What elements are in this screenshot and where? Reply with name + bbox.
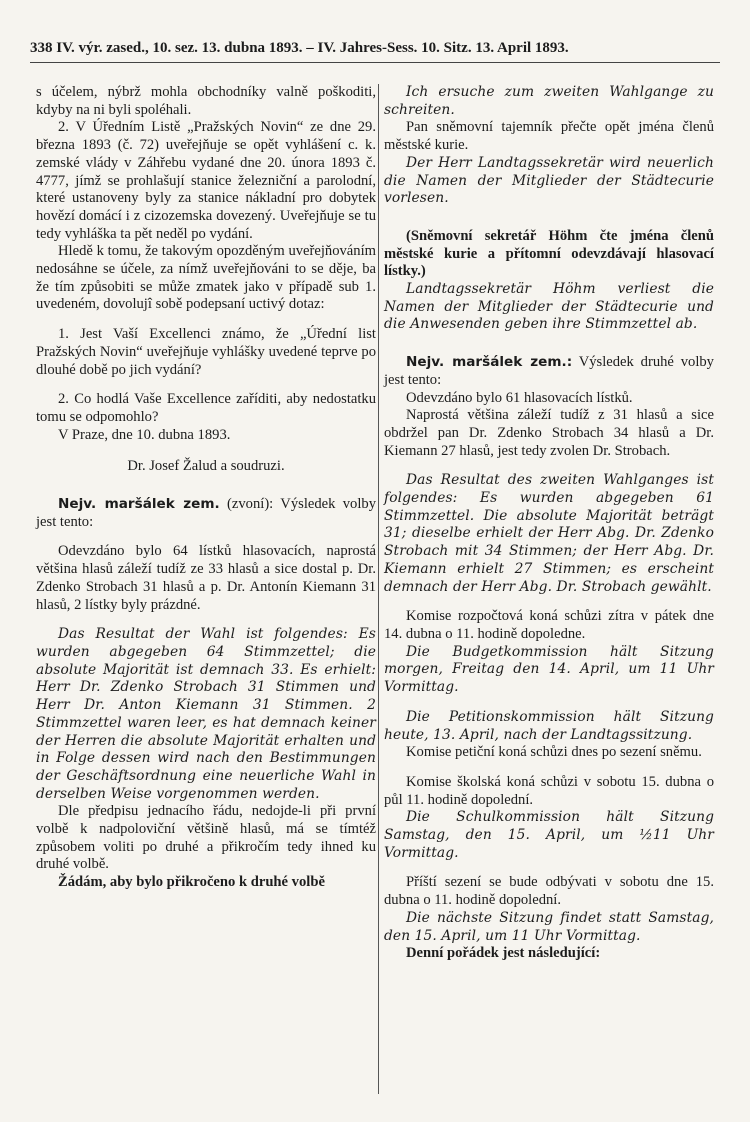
spacer bbox=[36, 444, 376, 456]
spacer bbox=[384, 460, 714, 472]
right-column bbox=[384, 84, 714, 963]
spacer bbox=[36, 614, 376, 626]
german-paragraph: Die Schulkommission hält Sitzung Samstag, den 15. April, um ½11 Uhr Vormittag. bbox=[384, 809, 714, 861]
german-paragraph: Die nächste Sitzung findet statt Samstag, den 15. April, um 11 Uhr Vormittag. bbox=[384, 909, 714, 944]
paragraph: 1. Jest Vaší Excellenci známo, že „Úřední list Pražských Novin“ uveřejňuje vyhlášky uvedené teprve po dlouhé době po jich vydání? bbox=[36, 326, 376, 378]
bold-paragraph: Denní pořádek jest následující: bbox=[406, 945, 601, 962]
paragraph: V Praze, dne 10. dubna 1893. bbox=[58, 426, 231, 443]
german-paragraph: Der Herr Landtagssekretär wird neuerlich die Namen der Mitglieder der Städtecurie vorlesen. bbox=[384, 154, 714, 207]
paragraph: Komise školská koná schůzi v sobotu 15. dubna o půl 11. hodině dopolední. bbox=[384, 773, 714, 808]
paragraph: Odevzdáno bylo 64 lístků hlasovacích, naprostá většina hlasů záleží tudíž ze 33 hlasů a sice dostal p. Dr. Zdenko Strobach 31 hlasů a p. Dr. Antonín Kiemann 31 hlasů, 2 lístky byly prázdné. bbox=[36, 543, 376, 613]
spacer bbox=[36, 379, 376, 391]
spacer bbox=[36, 531, 376, 543]
speaker-paragraph bbox=[36, 496, 376, 531]
spacer bbox=[36, 314, 376, 326]
paragraph: Komise petiční koná schůzi dnes po sezení sněmu. bbox=[406, 744, 702, 761]
paragraph: Pan sněmovní tajemník přečte opět jména členů městské kurie. bbox=[384, 119, 714, 154]
paragraph: 2. V Úředním Listě „Pražských Novin“ ze dne 29. března 1893 (č. 72) uveřejňuje se opět vyhlášení c. k. zemské vlády v Záhřebu vydané dne 20. února 1893 č. 4777, jímž se prohlašují stanice železniční a parolodní, které ustanoveny byly za stanice nákladní pro dobytek hovězí domácí i z cizozemska dovezený. Uveřejňuje se tu tedy vyhláška ta pět neděl po vydání. bbox=[36, 119, 376, 242]
speaker-paragraph bbox=[384, 354, 714, 389]
column-divider bbox=[378, 84, 379, 1094]
german-paragraph: Die Petitionskommission hält Sitzung heute, 13. April, nach der Landtagssitzung. bbox=[384, 708, 714, 743]
page-header bbox=[30, 40, 720, 62]
spacer bbox=[384, 334, 714, 354]
spacer bbox=[36, 476, 376, 496]
paragraph: 2. Co hodlá Vaše Excellence zaříditi, aby nedostatku tomu se odpomohlo? bbox=[36, 391, 376, 425]
left-column bbox=[36, 84, 376, 892]
paragraph: Příští sezení se bude odbývati v sobotu dne 15. dubna o 11. hodině dopolední. bbox=[384, 874, 714, 909]
header-rule bbox=[30, 62, 720, 63]
spacer bbox=[384, 208, 714, 228]
paragraph: Odevzdáno bylo 61 hlasovacích lístků. bbox=[406, 389, 633, 406]
paragraph: Komise rozpočtová koná schůzi zítra v pátek dne 14. dubna o 11. hodině dopoledne. bbox=[384, 608, 714, 642]
speaker-text: (zvoní): Výsledek volby jest tento: bbox=[36, 496, 376, 530]
german-paragraph: Das Resultat der Wahl ist folgendes: Es wurden abgegeben 64 Stimmzettel; die absolute Majorität ist demnach 33. Es erhielt: Herr Dr. Zdenko Strobach 31 Stimmen und Herr Dr. Anton Kiemann 31 Stimmen. 2 Stimmzettel waren leer, es hat demnach keiner der Herren die absolute Majorität erhalten und in Folge dessen wird nach den Bestimmungen der Geschäftsordnung eine neuerliche Wahl in derselben Weise vorgenommen werden. bbox=[36, 626, 376, 802]
spacer bbox=[384, 862, 714, 874]
german-paragraph: Ich ersuche zum zweiten Wahlgange zu schreiten. bbox=[384, 84, 714, 118]
spacer bbox=[384, 697, 714, 709]
bold-paragraph: Žádám, aby bylo přikročeno k druhé volbě bbox=[58, 874, 325, 891]
speaker-text: Výsledek druhé volby jest tento: bbox=[384, 354, 714, 388]
paragraph: Hledě k tomu, že takovým opozděným uveřejňováním nedosáhne se účele, za nímž uveřejňováni to se děje, ba že tím způsobiti se může zmatek jako v případě sub 1. uvedeném, dovolujî sobě podepsaní uctivý dotaz: bbox=[36, 243, 376, 313]
speaker-name: Nejv. maršálek zem. bbox=[58, 496, 220, 513]
signature: Dr. Josef Žalud a soudruzi. bbox=[127, 458, 285, 475]
speaker-name: Nejv. maršálek zem.: bbox=[406, 354, 573, 371]
spacer bbox=[384, 762, 714, 774]
german-paragraph: Die Budgetkommission hält Sitzung morgen, Freitag den 14. April, um 11 Uhr Vormittag. bbox=[384, 643, 714, 696]
spacer bbox=[384, 596, 714, 608]
paragraph: Naprostá většina záleží tudíž z 31 hlasů a sice obdržel pan Dr. Zdenko Strobach 34 hlasů a Dr. Kiemann 27 hlasů, jest tedy zvolen Dr. Strobach. bbox=[384, 407, 714, 459]
header-text: 338 IV. výr. zased., 10. sez. 13. dubna 1893. – IV. Jahres-Sess. 10. Sitz. 13. April 1893. bbox=[30, 40, 569, 56]
german-paragraph: Landtagssekretär Höhm verliest die Namen der Mitglieder der Städtecurie und die Anwesenden geben ihre Stimmzettel ab. bbox=[384, 281, 714, 333]
german-paragraph: Das Resultat des zweiten Wahlganges ist folgendes: Es wurden abgegeben 61 Stimmzettel. Die absolute Majorität beträgt 31; dieselbe erhielt der Herr Abg. Dr. Zdenko Strobach mit 34 Stimmen; der Herr Abg. Dr. Kiemann erhielt 27 Stimmen; es erscheint demnach der Herr Abg. Dr. Strobach gewählt. bbox=[384, 472, 714, 595]
paragraph: Dle předpisu jednacího řádu, nedojde-li při první volbě k nadpoloviční většině hlasů, má se tímtéž způsobem voliti po druhé a přikročím tedy ihned ku druhé volbě. bbox=[36, 803, 376, 873]
bold-paragraph: (Sněmovní sekretář Höhm čte jména členů městské kurie a přítomní odevzdávají hlasovací lístky.) bbox=[384, 227, 714, 280]
paragraph: s účelem, nýbrž mohla obchodníky valně poškoditi, kdyby na ni byli spoléhali. bbox=[36, 84, 376, 118]
